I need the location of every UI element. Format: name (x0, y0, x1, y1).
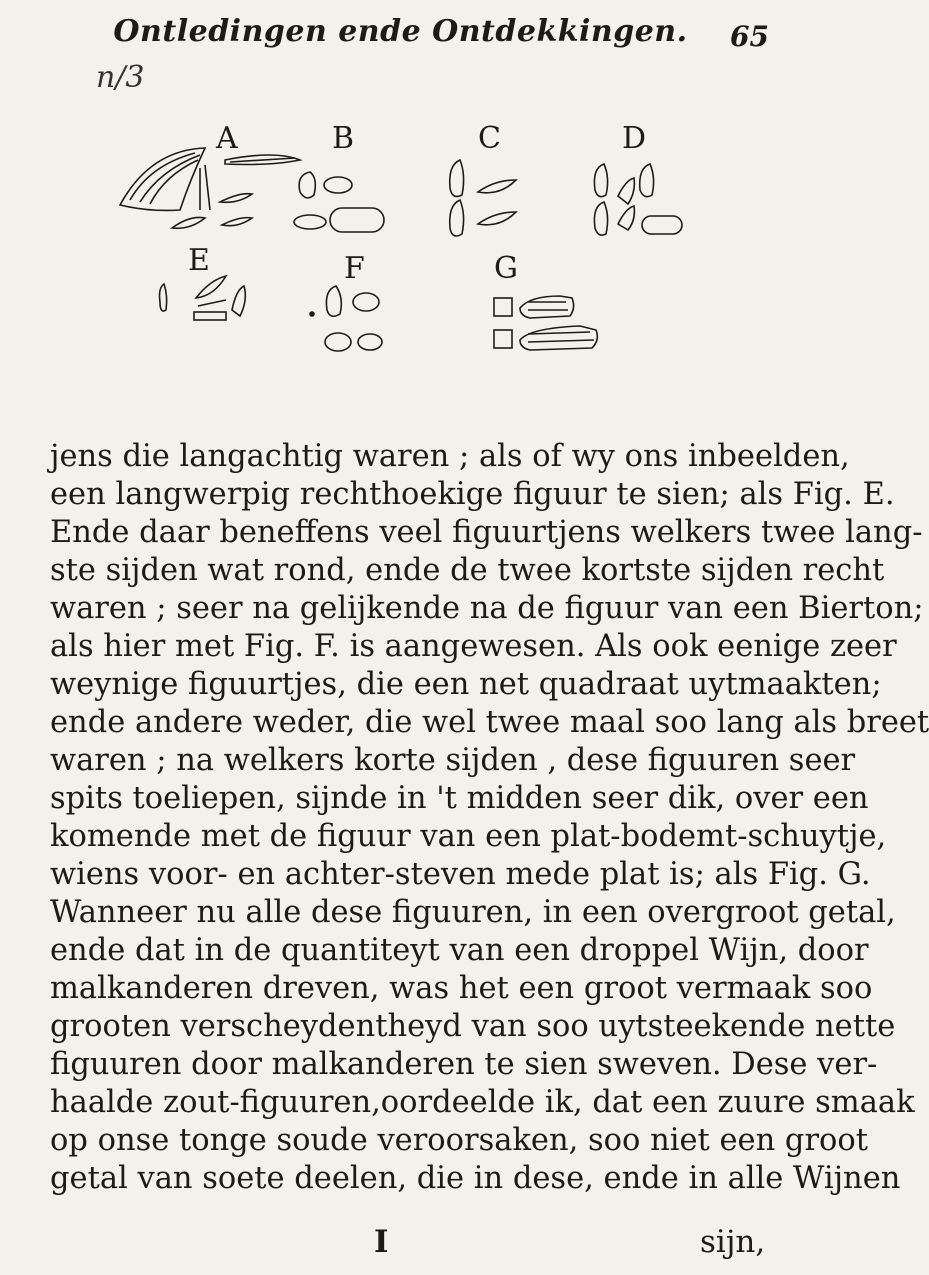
running-head: Ontledingen ende Ontdekkingen. (113, 14, 688, 49)
text-line: weynige figuurtjes, die een net quadraat uytmaakten; (50, 667, 882, 702)
figure-b-shapes (294, 172, 384, 232)
figure-plate (0, 120, 801, 450)
figure-c-shapes (450, 160, 516, 236)
text-line: Ende daar beneffens veel figuurtjens welkers twee lang- (50, 515, 923, 550)
text-line: ste sijden wat rond, ende de twee kortste sijden recht (50, 553, 885, 588)
catchword: sijn, (700, 1224, 766, 1260)
handwritten-note: n/3 (96, 60, 145, 95)
text-line: grooten verscheydentheyd van soo uytsteekende nette (50, 1009, 896, 1044)
text-line: ende dat in de quantiteyt van een droppel Wijn, door (50, 933, 869, 968)
figure-d-shapes (594, 164, 682, 235)
figure-label-d: D (622, 121, 647, 156)
text-line: komende met de figuur van een plat-bodemt-schuytje, (50, 819, 887, 854)
text-line: ende andere weder, die wel twee maal soo lang als breet (50, 705, 929, 740)
text-line: malkanderen dreven, was het een groot vermaak soo (50, 971, 873, 1006)
text-line: haalde zout-figuuren,oordeelde ik, dat een zuure smaak (50, 1085, 915, 1120)
text-line: waren ; seer na gelijkende na de figuur van een Bierton; (50, 591, 924, 626)
figure-e-shapes (160, 276, 246, 320)
text-line: jens die langachtig waren ; als of wy ons inbeelden, (50, 439, 850, 474)
text-line: waren ; na welkers korte sijden , dese figuuren seer (50, 743, 856, 778)
page-number: 65 (730, 20, 769, 53)
text-line: als hier met Fig. F. is aangewesen. Als ook eenige zeer (50, 629, 897, 664)
text-line: op onse tonge soude veroorsaken, soo niet een groot (50, 1123, 869, 1158)
text-line: wiens voor- en achter-steven mede plat is; als Fig. G. (50, 857, 871, 892)
text-line: spits toeliepen, sijnde in 't midden seer dik, over een (50, 781, 869, 816)
figure-g-shapes (494, 296, 597, 350)
text-line: figuuren door malkanderen te sien sweven. Dese ver- (50, 1047, 878, 1082)
signature-mark: I (374, 1224, 389, 1260)
text-line: een langwerpig rechthoekige figuur te sien; als Fig. E. (50, 477, 895, 512)
figure-label-c: C (478, 121, 501, 156)
figure-f-shapes (310, 286, 382, 351)
text-line: getal van soete deelen, die in dese, ende in alle Wijnen (50, 1161, 901, 1196)
text-line: Wanneer nu alle dese figuuren, in een overgroot getal, (50, 895, 896, 930)
figure-label-g: G (494, 251, 518, 286)
figure-label-f: F (344, 251, 365, 286)
figure-a-crystals (120, 148, 300, 228)
figure-label-b: B (332, 121, 355, 156)
figure-label-a: A (216, 121, 238, 156)
figure-label-e: E (188, 243, 210, 278)
